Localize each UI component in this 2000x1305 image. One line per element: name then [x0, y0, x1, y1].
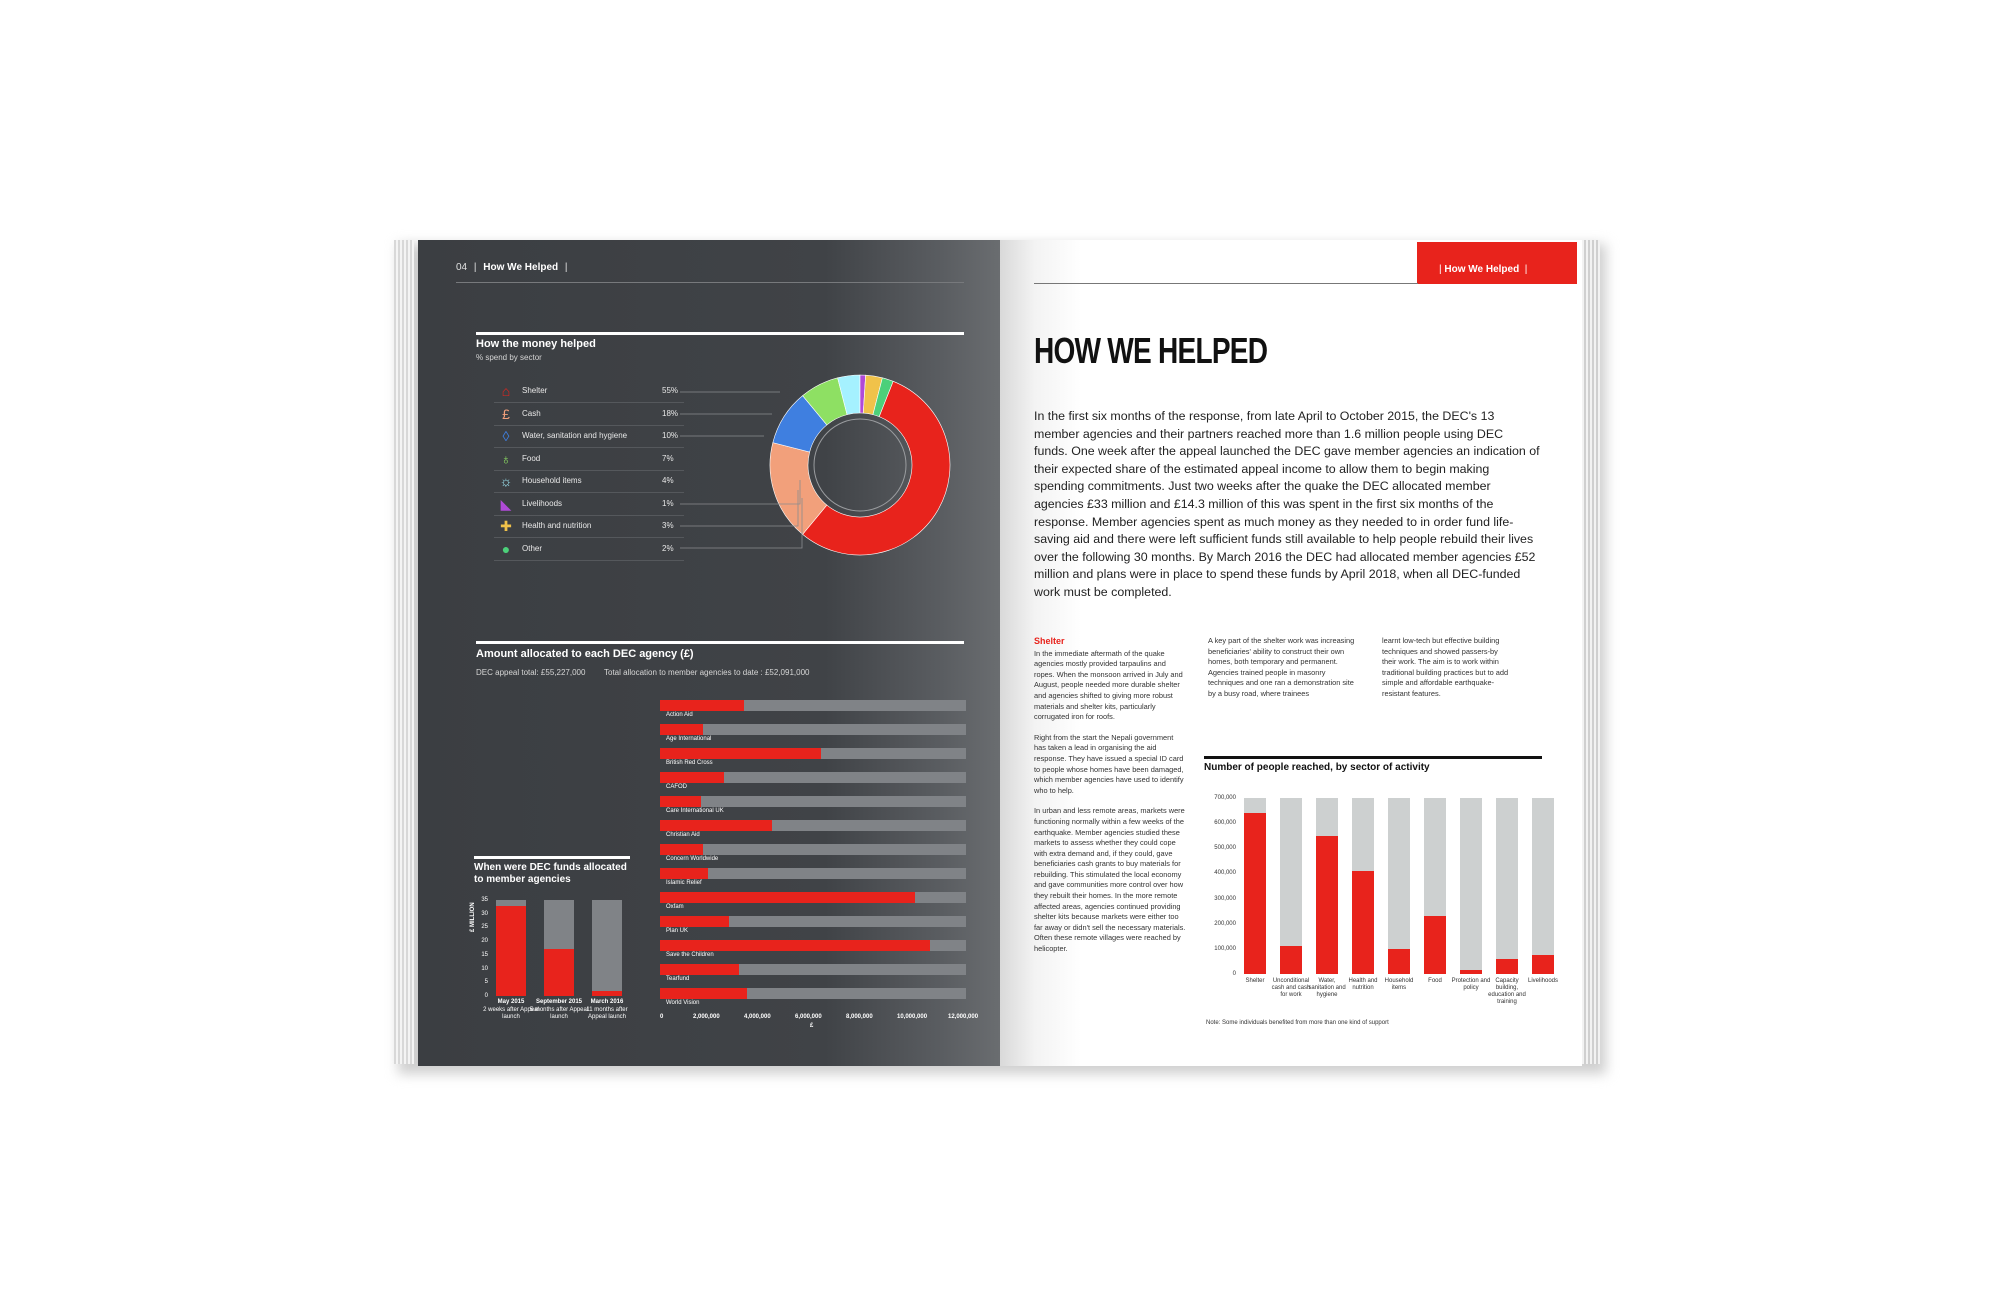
timing-bar-may-2015	[496, 906, 526, 997]
timing-category-sublabel: 11 months after Appeal launch	[586, 1006, 628, 1020]
people-category-label: Livelihoods	[1527, 978, 1559, 984]
timing-category-label: May 2015	[497, 999, 525, 1005]
col1-paragraph-1: In the immediate aftermath of the quake agencies mostly provided tarpaulins and ropes. When the monsoon arrived in July and August, people needed more durable shelter and agencies shifted to giving more robust materials and shelter kits, particularly corrugated iron for roofs.	[1034, 648, 1183, 722]
agency-bar-concern-worldwide	[660, 844, 703, 855]
leader-line	[680, 490, 798, 526]
legend-row-food	[494, 448, 684, 471]
agency-bar-age-international	[660, 724, 703, 735]
people-bar-water-sanitation-and-hygiene	[1316, 836, 1338, 974]
timing-bar-track	[544, 900, 574, 996]
people-y-tick: 200,000	[1214, 920, 1236, 927]
agency-section-rule	[476, 641, 964, 644]
agency-bar-plan-uk	[660, 916, 729, 927]
people-bar-track	[1352, 798, 1374, 974]
agency-label: Islamic Relief	[666, 880, 702, 886]
people-y-tick: 700,000	[1214, 795, 1236, 801]
agency-bar-christian-aid	[660, 820, 772, 831]
legend-label: Other	[522, 543, 543, 553]
people-bar-track	[1280, 798, 1302, 974]
agency-bar-track	[660, 844, 966, 855]
people-bar-track	[1496, 798, 1518, 974]
agency-bar-track	[660, 724, 966, 735]
agency-bar-islamic-relief	[660, 868, 708, 879]
agency-x-tick: 2,000,000	[693, 1014, 720, 1020]
people-y-tick: 0	[1232, 971, 1236, 977]
agency-bar-track	[660, 796, 966, 807]
agency-bar-oxfam	[660, 892, 915, 903]
people-bar-food	[1424, 916, 1446, 974]
timing-bar-track	[592, 900, 622, 996]
timing-section-rule	[474, 856, 630, 859]
agency-label: Oxfam	[666, 904, 684, 910]
timing-y-tick: 35	[481, 897, 488, 903]
pie-section-rule	[476, 332, 964, 335]
shelter-heading: Shelter	[1034, 636, 1065, 646]
legend-label: Water, sanitation and hygiene	[522, 431, 628, 440]
lightbulb-icon: ☼	[499, 473, 513, 489]
people-bar-capacity-building-education-and-training	[1496, 959, 1518, 974]
people-bar-track	[1316, 798, 1338, 974]
legend-label: Cash	[522, 408, 541, 418]
people-y-tick: 400,000	[1214, 870, 1236, 877]
left-page-number: 04	[456, 262, 468, 273]
people-bar-shelter	[1244, 813, 1266, 974]
agency-bar-cafod	[660, 772, 724, 783]
agency-label: Concern Worldwide	[666, 856, 719, 862]
agency-label: Plan UK	[666, 928, 689, 934]
legend-label: Food	[522, 453, 541, 463]
agency-label: Care International UK	[666, 808, 724, 814]
right-header-tab	[1417, 242, 1577, 297]
legend-label: Livelihoods	[522, 498, 563, 508]
legend-percent: 10%	[662, 431, 679, 440]
agency-label: Save the Children	[666, 952, 714, 958]
text-column-3	[1382, 636, 1512, 710]
agency-bar-track	[660, 868, 966, 879]
agency-bar-track	[660, 892, 966, 903]
appeal-total: DEC appeal total: £55,227,000	[476, 668, 586, 677]
timing-bar-march-2016	[592, 991, 622, 996]
people-bar-protection-and-policy	[1460, 970, 1482, 974]
legend-row-household-items	[494, 470, 684, 493]
people-bar-track	[1388, 798, 1410, 974]
timing-y-label: £ MILLION	[470, 902, 476, 932]
timing-category-label: March 2016	[590, 999, 624, 1005]
cutlery-icon: ♁	[500, 450, 512, 467]
agency-label: Action Aid	[666, 712, 693, 718]
timing-chart-title: When were DEC funds allocated to member agencies	[474, 862, 627, 885]
people-category-label: Food	[1428, 978, 1442, 984]
timing-y-tick: 5	[484, 979, 488, 986]
right-header-rule	[1034, 283, 1418, 284]
legend-percent: 4%	[662, 476, 674, 485]
agency-bar-chart	[660, 700, 979, 1029]
agency-bar-track	[660, 988, 966, 999]
people-y-tick: 300,000	[1214, 895, 1236, 902]
agency-bar-track	[660, 700, 966, 711]
agency-x-tick: 12,000,000	[948, 1014, 979, 1020]
people-category-label: Shelter	[1245, 978, 1265, 984]
agency-x-label: £	[810, 1023, 814, 1029]
left-page-header: 04 | How We Helped |	[456, 262, 568, 273]
people-bar-household-items	[1388, 949, 1410, 974]
timing-y-tick: 10	[481, 965, 488, 972]
legend-percent: 3%	[662, 521, 674, 530]
globe-icon: ●	[501, 540, 511, 557]
col1-paragraph-2: Right from the start the Nepali government has taken a lead in organising the aid response. They have issued a special ID card to people whose homes have been damaged, which member agencies have used to identify who to help.	[1034, 732, 1184, 795]
agency-label: World Vision	[666, 1000, 700, 1006]
timing-bar-chart	[482, 896, 642, 1026]
agency-label: Christian Aid	[666, 832, 700, 838]
people-bar-track	[1532, 798, 1554, 974]
legend-leader-lines	[680, 380, 810, 560]
people-category-label: Water, sanitation and hygiene	[1308, 978, 1346, 998]
people-chart-title: Number of people reached, by sector of activity	[1204, 762, 1430, 773]
timing-y-tick: 25	[481, 924, 488, 931]
people-category-label: Capacity building, education and training	[1488, 978, 1526, 1005]
people-y-tick: 500,000	[1214, 845, 1236, 852]
people-category-label: Health and nutrition	[1348, 978, 1378, 991]
page-title: HOW WE HELPED	[1034, 330, 1268, 371]
agency-label: CAFOD	[666, 784, 687, 790]
agency-x-tick: 4,000,000	[744, 1014, 771, 1020]
legend-label: Household items	[522, 476, 582, 485]
agency-bar-track	[660, 940, 966, 951]
people-bar-track	[1244, 798, 1266, 974]
legend-percent: 2%	[662, 543, 674, 553]
legend-row-water-sanitation-and-hygiene	[494, 425, 684, 448]
col1-paragraph-3: In urban and less remote areas, markets were functioning normally within a few weeks of the earthquake. Member agencies studied these markets to assess whether they could cope with extra demand and, if they could, gave beneficiaries cash grants to buy materials for rebuilding. This stimulated the local economy and gave communities more control over how they rebuilt their homes. In the more remote affected areas, agencies continued providing shelter kits because markets were either too far away or didn't sell the necessary materials. Often these remote villages were reached by helicopter.	[1034, 806, 1186, 954]
people-bar-track	[1424, 798, 1446, 974]
agency-bar-tearfund	[660, 964, 739, 975]
text-column-2	[1208, 636, 1360, 710]
total-allocation: Total allocation to member agencies to date : £52,091,000	[604, 668, 810, 677]
medical-kit-icon: ✚	[500, 518, 512, 534]
legend-row-shelter	[494, 380, 684, 403]
timing-y-tick: 15	[481, 951, 488, 958]
timing-y-tick: 20	[481, 938, 488, 945]
agency-bar-track	[660, 772, 966, 783]
right-page-header: | How We Helped | 05	[1439, 264, 1531, 297]
agency-bar-track	[660, 820, 966, 831]
agency-bar-track	[660, 916, 966, 927]
agency-x-tick: 0	[660, 1014, 664, 1020]
pie-chart-subtitle: % spend by sector	[476, 353, 542, 362]
right-page-section: How We Helped	[1444, 264, 1520, 275]
legend-label: Health and nutrition	[522, 521, 592, 530]
legend-percent: 55%	[662, 386, 679, 395]
timing-category-sublabel: 5 months after Appeal launch	[529, 1006, 589, 1020]
people-reached-chart	[1206, 790, 1559, 1016]
donut-inner-ring	[814, 419, 906, 511]
people-bar-track	[1460, 798, 1482, 974]
left-header-rule	[456, 282, 964, 283]
agency-bar-care-international-uk	[660, 796, 701, 807]
legend-percent: 7%	[662, 453, 674, 463]
pie-chart-title: How the money helped	[476, 338, 596, 350]
text-column-1	[1034, 636, 1186, 965]
chart-note: Note: Some individuals benefited from more than one kind of support	[1206, 1020, 1389, 1026]
people-chart-rule	[1204, 756, 1542, 759]
intro-paragraph: In the first six months of the response, from late April to October 2015, the DEC's 13 member agencies and their partners reached more than 1.6 million people using DEC funds. One week after the appeal launched the DEC gave member agencies an indication of their expected share of the estimated appeal income to allow them to begin making spending commitments. Just two weeks after the quake the DEC allocated member agencies £33 million and £14.3 million of this was spent in the first six months of the response. Member agencies spent as much money as they needed to in order fund life-saving aid and there were left sufficient funds still available to help people rebuild their lives over the following 30 months. By March 2016 the DEC had allocated member agencies £52 million and plans were in place to spend these funds by April 2018, when all DEC-funded work must be completed.	[1034, 409, 1540, 599]
timing-category-sublabel: 2 weeks after Appeal launch	[483, 1006, 539, 1020]
house-icon: ⌂	[501, 383, 511, 399]
col2-paragraph: A key part of the shelter work was increasing beneficiaries' ability to construct their own homes, both temporary and permanent. Agencies trained people in masonry techniques and one ran a demonstration site by a busy road, where trainees	[1208, 636, 1355, 698]
legend-row-livelihoods	[494, 493, 684, 516]
legend-percent: 18%	[662, 408, 679, 418]
legend-label: Shelter	[522, 386, 548, 395]
agency-label: Tearfund	[666, 976, 690, 982]
water-drop-icon: ◊	[502, 428, 510, 444]
people-bar-unconditional-cash-and-cash-for-work	[1280, 946, 1302, 974]
people-y-tick: 100,000	[1214, 945, 1236, 952]
people-category-label: Protection and policy	[1451, 978, 1491, 991]
agency-bar-track	[660, 964, 966, 975]
timing-bar-september-2015	[544, 949, 574, 996]
people-bar-livelihoods	[1532, 955, 1554, 974]
leader-line	[680, 498, 802, 548]
col3-paragraph: learnt low-tech but effective building techniques and showed passers-by their work. The aim is to work within traditional building practices but to add simple and affordable earthquake-resistant features.	[1382, 636, 1509, 698]
agency-bar-action-aid	[660, 700, 744, 711]
trowel-icon: ◣	[500, 495, 512, 512]
timing-category-label: September 2015	[535, 999, 583, 1005]
pound-icon: £	[502, 405, 510, 422]
people-y-tick: 600,000	[1214, 820, 1236, 827]
leader-line	[680, 480, 800, 504]
agency-label: Age International	[666, 736, 712, 742]
people-category-label: Household items	[1384, 978, 1414, 991]
agency-x-tick: 8,000,000	[846, 1014, 873, 1020]
page-stack-left	[394, 240, 414, 1064]
agency-x-tick: 10,000,000	[897, 1014, 928, 1020]
timing-y-tick: 30	[481, 910, 488, 917]
agency-label: British Red Cross	[666, 760, 713, 766]
agency-bar-track	[660, 748, 966, 759]
timing-category	[577, 999, 637, 1022]
timing-y-tick: 0	[484, 993, 488, 999]
agency-bar-save-the-children	[660, 940, 930, 951]
legend-row-cash	[494, 403, 684, 426]
agency-x-tick: 6,000,000	[795, 1014, 822, 1020]
legend-row-other	[494, 538, 684, 561]
people-category-label: Unconditional cash and cash for work	[1271, 978, 1311, 998]
people-bar-health-and-nutrition	[1352, 871, 1374, 974]
right-page-number: 05	[1461, 286, 1473, 297]
legend-row-health-and-nutrition	[494, 515, 684, 538]
left-page-section: How We Helped	[483, 262, 559, 273]
agency-bar-british-red-cross	[660, 748, 821, 759]
legend-percent: 1%	[662, 498, 674, 508]
timing-bar-track	[496, 900, 526, 996]
agency-bar-world-vision	[660, 988, 747, 999]
agency-chart-title: Amount allocated to each DEC agency (£)	[476, 648, 694, 660]
